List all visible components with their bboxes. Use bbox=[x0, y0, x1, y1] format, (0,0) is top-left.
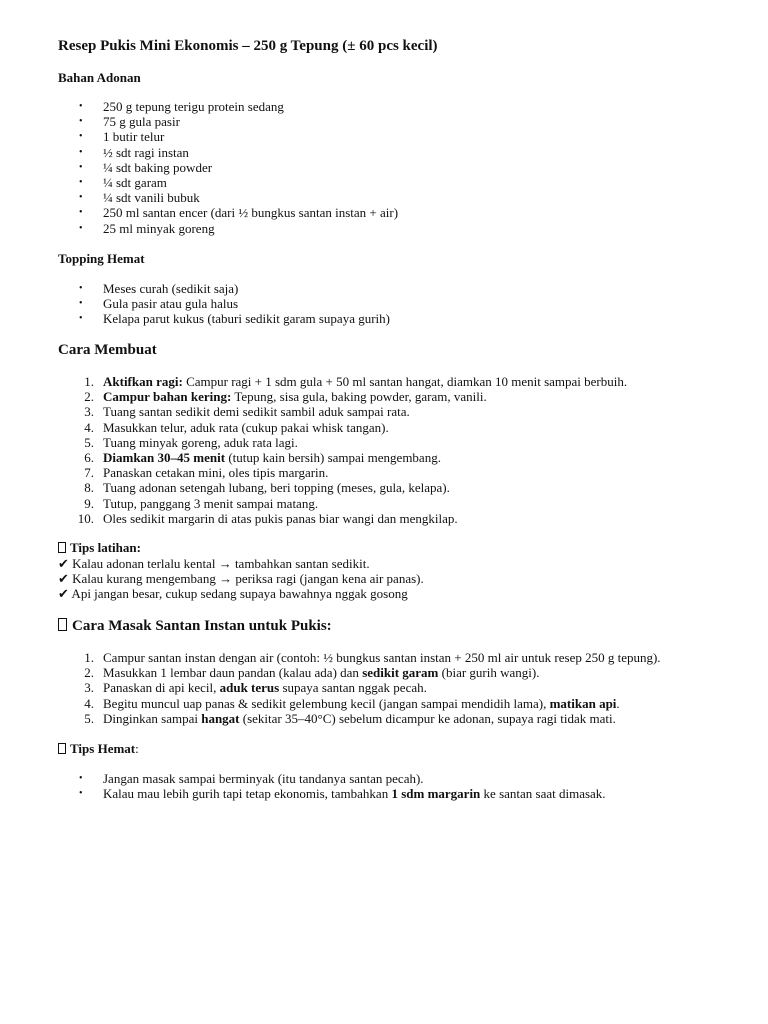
step-item: 3. Tuang santan sedikit demi sedikit sambil aduk sampai rata. bbox=[84, 404, 410, 420]
step-item: 9. Tutup, panggang 3 menit sampai matang. bbox=[84, 495, 319, 511]
step-item: 2. Campur bahan kering: Tepung, sisa gula, baking powder, garam, vanili. bbox=[84, 389, 487, 405]
bullet-icon: • bbox=[79, 298, 83, 310]
step-item: 3. Panaskan di api kecil, aduk terus supaya santan nggak pecah. bbox=[84, 680, 427, 696]
step-item: 4. Masukkan telur, aduk rata (cukup pakai whisk tangan). bbox=[84, 419, 389, 435]
topping-heading: Topping Hemat bbox=[58, 251, 145, 266]
step-item: 5. Tuang minyak goreng, aduk rata lagi. bbox=[84, 434, 298, 450]
list-item: • 1 butir telur bbox=[79, 129, 165, 145]
step-item: 4. Begitu muncul uap panas & sedikit gelembung kecil (jangan sampai mendidih lama), matikan api. bbox=[84, 695, 620, 711]
step-item: 6. Diamkan 30–45 menit (tutup kain bersih) sampai mengembang. bbox=[84, 449, 441, 465]
list-item: • Kelapa parut kukus (taburi sedikit garam supaya gurih) bbox=[79, 311, 390, 327]
bullet-icon: • bbox=[79, 313, 83, 325]
list-item: • Meses curah (sedikit saja) bbox=[79, 281, 239, 296]
bullet-icon: • bbox=[79, 283, 83, 294]
step-item: 8. Tuang adonan setengah lubang, beri topping (meses, gula, kelapa). bbox=[84, 480, 450, 496]
bullet-icon: • bbox=[79, 116, 83, 128]
bullet-icon: • bbox=[79, 222, 83, 234]
page-title: Resep Pukis Mini Ekonomis – 250 g Tepung (± 60 pcs kecil) bbox=[58, 38, 438, 54]
missing-glyph-icon bbox=[58, 743, 66, 754]
missing-glyph-icon bbox=[58, 618, 67, 631]
tips-hemat-list bbox=[58, 771, 606, 801]
step-item: 7. Panaskan cetakan mini, oles tipis margarin. bbox=[84, 465, 329, 481]
list-item: • 250 g tepung terigu protein sedang bbox=[79, 99, 284, 114]
bullet-icon: • bbox=[79, 146, 83, 158]
tips-latihan-line: ✔ Api jangan besar, cukup sedang supaya bawahnya nggak gosong bbox=[58, 586, 408, 601]
bullet-icon: • bbox=[79, 161, 83, 173]
list-item: • ¼ sdt vanili bubuk bbox=[79, 190, 200, 206]
bullet-icon: • bbox=[79, 176, 83, 188]
bullet-icon: • bbox=[79, 773, 83, 784]
list-item: • ½ sdt ragi instan bbox=[79, 144, 189, 160]
step-item: 5. Dinginkan sampai hangat (sekitar 35–40°C) sebelum dicampur ke adonan, supaya ragi tidak mati. bbox=[84, 710, 616, 726]
tips-hemat-heading: Tips Hemat: bbox=[58, 741, 139, 756]
step-item: 1. Aktifkan ragi: Campur ragi + 1 sdm gula + 50 ml santan hangat, diamkan 10 menit sampai berbuih. bbox=[84, 374, 628, 389]
list-item: • ¼ sdt baking powder bbox=[79, 159, 213, 175]
list-item: • Kalau mau lebih gurih tapi tetap ekonomis, tambahkan 1 sdm margarin ke santan saat dimasak. bbox=[79, 786, 606, 802]
step-item: 1. Campur santan instan dengan air (contoh: ½ bungkus santan instan + 250 ml air untuk resep 250 g tepung). bbox=[84, 650, 661, 665]
list-item: • 25 ml minyak goreng bbox=[79, 220, 215, 236]
list-item: • ¼ sdt garam bbox=[79, 174, 167, 190]
step-item: 10. Oles sedikit margarin di atas pukis panas biar wangi dan mengkilap. bbox=[77, 510, 458, 526]
bullet-icon: • bbox=[79, 101, 83, 112]
list-item: • Jangan masak sampai berminyak (itu tandanya santan pecah). bbox=[79, 771, 424, 786]
tips-latihan-line: ✔ Kalau kurang mengembang → periksa ragi (jangan kena air panas). bbox=[58, 571, 424, 586]
tips-latihan-line: ✔ Kalau adonan terlalu kental → tambahkan santan sedikit. bbox=[58, 556, 370, 571]
topping-list bbox=[58, 281, 390, 327]
cara-heading: Cara Membuat bbox=[58, 342, 157, 358]
santan-heading: Cara Masak Santan Instan untuk Pukis: bbox=[58, 618, 332, 635]
bullet-icon: • bbox=[79, 131, 83, 143]
bullet-icon: • bbox=[79, 207, 83, 219]
missing-glyph-icon bbox=[58, 542, 66, 553]
bahan-list bbox=[58, 99, 398, 236]
list-item: • Gula pasir atau gula halus bbox=[79, 296, 239, 312]
step-item: 2. Masukkan 1 lembar daun pandan (kalau ada) dan sedikit garam (biar gurih wangi). bbox=[84, 665, 540, 681]
bullet-icon: • bbox=[79, 192, 83, 204]
list-item: • 250 ml santan encer (dari ½ bungkus santan instan + air) bbox=[79, 205, 399, 221]
bahan-heading: Bahan Adonan bbox=[58, 70, 141, 85]
santan-steps bbox=[58, 650, 661, 726]
list-item: • 75 g gula pasir bbox=[79, 114, 180, 130]
bullet-icon: • bbox=[79, 788, 83, 800]
cara-steps bbox=[58, 374, 627, 526]
tips-latihan-heading: Tips latihan: bbox=[58, 540, 141, 555]
